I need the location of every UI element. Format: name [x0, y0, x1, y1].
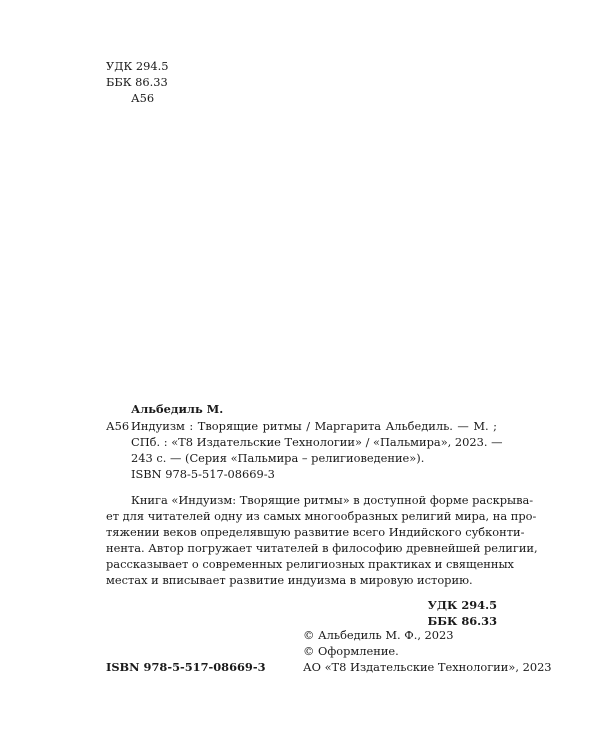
author-mark-top: А56: [131, 91, 155, 105]
annotation-line-5: рассказывает о современных религиозных практиках и священных: [106, 557, 514, 571]
bibliographic-line-3: 243 с. — (Серия «Пальмира – религиоведение»).: [131, 451, 425, 465]
record-isbn: ISBN 978-5-517-08669-3: [131, 467, 275, 481]
annotation-line-4: нента. Автор погружает читателей в философию древнейшей религии,: [106, 541, 538, 555]
udk-code-top: УДК 294.5: [106, 59, 169, 73]
copyright-line-3: АО «Т8 Издательские Технологии», 2023: [303, 660, 552, 674]
udk-code-bottom: УДК 294.5: [427, 598, 497, 612]
bibliographic-line-2: СПб. : «Т8 Издательские Технологии» / «Пальмира», 2023. —: [131, 435, 503, 449]
copyright-line-2: © Оформление.: [303, 644, 399, 658]
annotation-line-6: местах и вписывает развитие индуизма в мировую историю.: [106, 573, 473, 587]
annotation-line-3: тяжении веков определявшую развитие всего Индийского субконти-: [106, 525, 525, 539]
annotation-line-1: Книга «Индуизм: Творящие ритмы» в доступной форме раскрыва-: [131, 493, 534, 507]
bbk-code-bottom: ББК 86.33: [427, 614, 497, 628]
author-mark: А56: [106, 419, 130, 433]
footer-isbn: ISBN 978-5-517-08669-3: [106, 660, 266, 674]
annotation-line-2: ет для читателей одну из самых многообразных религий мира, на про-: [106, 509, 537, 523]
bibliographic-line-1: Индуизм : Творящие ритмы / Маргарита Альбедиль. — М. ;: [131, 419, 497, 433]
copyright-line-1: © Альбедиль М. Ф., 2023: [303, 628, 454, 642]
author-heading: Альбедиль М.: [131, 402, 224, 416]
bbk-code-top: ББК 86.33: [106, 75, 168, 89]
